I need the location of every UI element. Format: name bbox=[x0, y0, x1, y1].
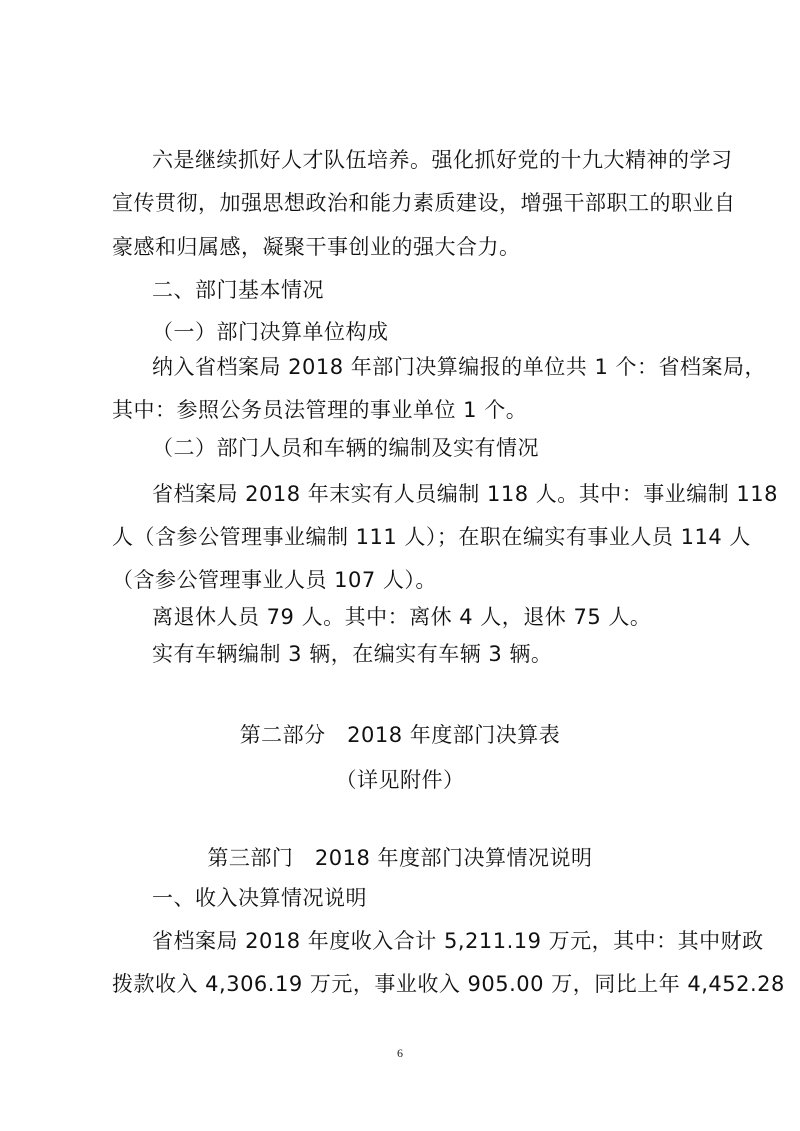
vehicles-line: 实有车辆编制 3 辆，在编实有车辆 3 辆。 bbox=[152, 642, 553, 666]
unit-composition-line-1: 纳入省档案局 2018 年部门决算编报的单位共 1 个：省档案局， bbox=[152, 355, 767, 379]
retired-staff-line: 离退休人员 79 人。其中：离休 4 人，退休 75 人。 bbox=[152, 605, 652, 629]
section-heading-basic-info: 二、部门基本情况 bbox=[152, 278, 324, 302]
income-line-1: 省档案局 2018 年度收入合计 5,211.19 万元，其中：其中财政 bbox=[152, 929, 764, 953]
staff-line-2: 人（含参公管理事业编制 111 人）；在职在编实有事业人员 114 人 bbox=[112, 525, 751, 549]
unit-composition-line-2: 其中：参照公务员法管理的事业单位 1 个。 bbox=[112, 398, 528, 422]
paragraph-six-line-2: 宣传贯彻，加强思想政治和能力素质建设，增强干部职工的职业自 bbox=[112, 191, 736, 215]
part-three-title: 第三部门 2018 年度部门决算情况说明 bbox=[207, 846, 593, 870]
staff-line-1: 省档案局 2018 年末实有人员编制 118 人。其中：事业编制 118 bbox=[152, 482, 778, 506]
page-number: 6 bbox=[397, 1046, 403, 1060]
paragraph-six-line-3: 豪感和归属感，凝聚干事创业的强大合力。 bbox=[112, 235, 521, 259]
staff-line-3: （含参公管理事业人员 107 人）。 bbox=[112, 568, 437, 592]
part-two-title: 第二部分 2018 年度部门决算表 bbox=[239, 723, 561, 747]
part-two-subtitle: （详见附件） bbox=[335, 768, 465, 792]
income-line-2: 拨款收入 4,306.19 万元，事业收入 905.00 万，同比上年 4,452.28 bbox=[112, 972, 785, 996]
subheading-unit-composition: （一）部门决算单位构成 bbox=[152, 320, 389, 344]
subheading-staff-vehicles: （二）部门人员和车辆的编制及实有情况 bbox=[152, 436, 539, 460]
paragraph-six-line-1: 六是继续抓好人才队伍培养。强化抓好党的十九大精神的学习 bbox=[152, 148, 733, 172]
income-section-heading: 一、收入决算情况说明 bbox=[152, 886, 367, 910]
